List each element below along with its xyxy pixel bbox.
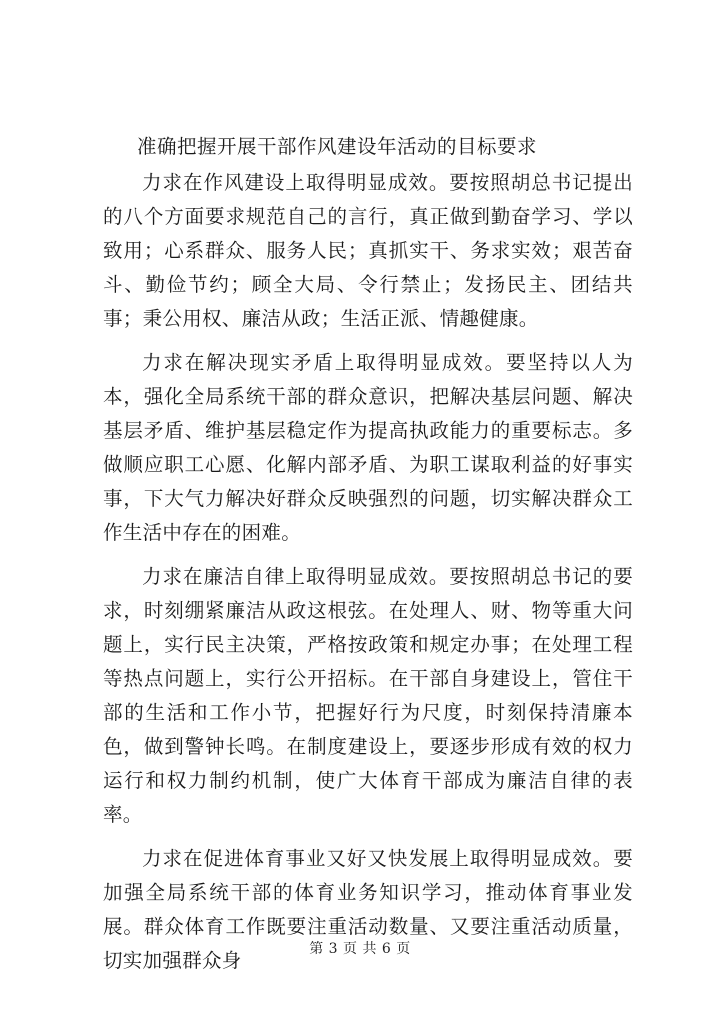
paragraph-resolve-conflicts: 力求在解决现实矛盾上取得明显成效。要坚持以人为本，强化全局系统干部的群众意识，把解决基层问题、解决基层矛盾、维护基层稳定作为提高执政能力的重要标志。多做顺应职工心愿、化解内部矛盾、为职工谋取利益的好事实事，下大气力解决好群众反映强烈的问题，切实解决群众工作生活中存在的困难。 bbox=[103, 351, 633, 544]
page-number-footer: 第 3 页 共 6 页 bbox=[309, 941, 411, 957]
section-heading: 准确把握开展干部作风建设年活动的目标要求 bbox=[137, 135, 538, 158]
paragraph-work-style: 力求在作风建设上取得明显成效。要按照胡总书记提出的八个方面要求规范自己的言行，真正做到勤奋学习、学以致用；心系群众、服务人民；真抓实干、务求实效；艰苦奋斗、勤俭节约；顾全大局、令行禁止；发扬民主、团结共事；秉公用权、廉洁从政；生活正派、情趣健康。 bbox=[103, 171, 633, 330]
document-body bbox=[103, 130, 633, 988]
paragraph-integrity: 力求在廉洁自律上取得明显成效。要按照胡总书记的要求，时刻绷紧廉洁从政这根弦。在处理人、财、物等重大问题上，实行民主决策，严格按政策和规定办事；在处理工程等热点问题上，实行公开招标。在干部自身建设上，管住干部的生活和工作小节，把握好行为尺度，时刻保持清廉本色，做到警钟长鸣。在制度建设上，要逐步形成有效的权力运行和权力制约机制，使广大体育干部成为廉洁自律的表率。 bbox=[103, 565, 633, 826]
paragraph-sports-development: 力求在促进体育事业又好又快发展上取得明显成效。要加强全局系统干部的体育业务知识学习，推动体育事业发展。群众体育工作既要注重活动数量、又要注重活动质量，切实加强群众身 bbox=[103, 847, 633, 972]
